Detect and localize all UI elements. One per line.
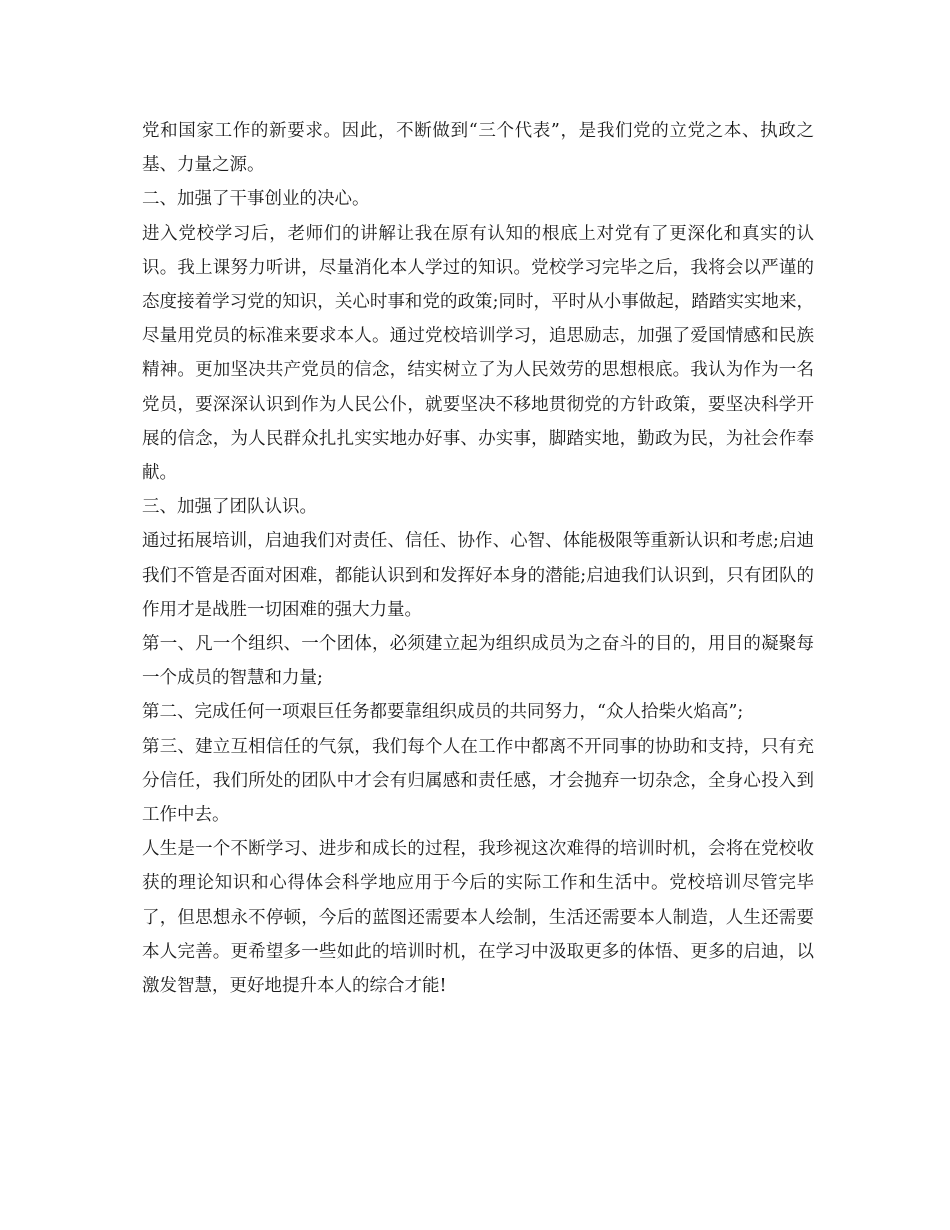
section-heading-3: 三、加强了团队认识。: [142, 497, 317, 518]
paragraph-conclusion: 人生是一个不断学习、进步和成长的过程，我珍视这次难得的培训时机，会将在党校收获的理论知识和心得体会科学地应用于今后的实际工作和生活中。党校培训尽管完毕了，但思想永不停顿，今后的蓝图还需要本人绘制，生活还需要本人制造，人生还需要本人完善。更希望多一些如此的培训时机，在学习中汲取更多的体悟、更多的启迪，以激发智慧，更好地提升本人的综合才能!: [142, 839, 814, 997]
list-item-first: 第一、凡一个组织、一个团体，必须建立起为组织成员为之奋斗的目的，用目的凝聚每一个成员的智慧和力量;: [142, 634, 814, 689]
section-heading-2: 二、加强了干事创业的决心。: [142, 189, 370, 210]
list-item-second: 第二、完成任何一项艰巨任务都要靠组织成员的共同努力，“众人拾柴火焰高”;: [142, 702, 744, 723]
document-page: [142, 114, 814, 1003]
paragraph-section-2: 进入党校学习后，老师们的讲解让我在原有认知的根底上对党有了更深化和真实的认识。我上课努力听讲，尽量消化本人学过的知识。党校学习完毕之后，我将会以严谨的态度接着学习党的知识，关心时事和党的政策;同时，平时从小事做起，踏踏实实地来，尽量用党员的标准来要求本人。通过党校培训学习，追思励志，加强了爱国情感和民族精神。更加坚决共产党员的信念，结实树立了为人民效劳的思想根底。我认为作为一名党员，要深深认识到作为人民公仆，就要坚决不移地贯彻党的方针政策，要坚决科学开展的信念，为人民群众扎扎实实地办好事、办实事，脚踏实地，勤政为民，为社会作奉献。: [142, 223, 814, 484]
paragraph-continuation: 党和国家工作的新要求。因此，不断做到“三个代表”，是我们党的立党之本、执政之基、力量之源。: [142, 121, 814, 176]
list-item-third: 第三、建立互相信任的气氛，我们每个人在工作中都离不开同事的协助和支持，只有充分信任，我们所处的团队中才会有归属感和责任感，才会抛弃一切杂念，全身心投入到工作中去。: [142, 736, 814, 826]
paragraph-section-3: 通过拓展培训，启迪我们对责任、信任、协作、心智、体能极限等重新认识和考虑;启迪我们不管是否面对困难，都能认识到和发挥好本身的潜能;启迪我们认识到，只有团队的作用才是战胜一切困难的强大力量。: [142, 531, 814, 620]
